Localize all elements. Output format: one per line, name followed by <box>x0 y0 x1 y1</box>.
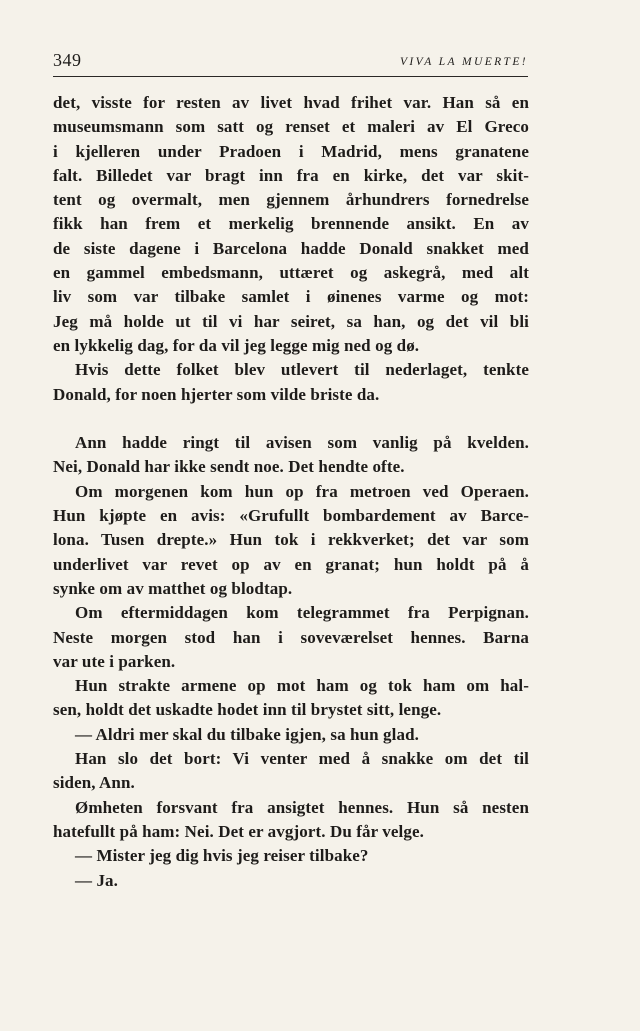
text-line: Ømheten forsvant fra ansigtet hennes. Hun så nesten <box>75 797 529 817</box>
text-line: det, visste for resten av livet hvad frihet var. Han så en <box>53 93 529 112</box>
text-line: — Mister jeg dig hvis jeg reiser tilbake? <box>75 846 369 866</box>
text-line: siden, Ann. <box>53 773 135 793</box>
text-line: Hun strakte armene op mot ham og tok ham om hal- <box>75 676 529 696</box>
text-line: Ann hadde ringt til avisen som vanlig på kvelden. <box>75 433 529 453</box>
text-line: i kjelleren under Pradoen i Madrid, mens granatene <box>53 141 529 161</box>
text-line: Hvis dette folket blev utlevert til nederlaget, tenkte <box>75 360 529 380</box>
text-line: var ute i parken. <box>53 651 176 671</box>
running-head: VIVA LA MUERTE! <box>400 56 528 68</box>
text-line: tent og overmalt, men gjennem århundrers fornedrelse <box>53 190 529 210</box>
section-gap <box>53 407 529 431</box>
text-line: en lykkelig dag, for da vil jeg legge mig ned og dø. <box>53 335 420 355</box>
text-line: en gammel embedsmann, uttæret og askegrå, med alt <box>53 263 529 283</box>
text-line: Nei, Donald har ikke sendt noe. Det hendte ofte. <box>53 457 405 477</box>
text-line: Donald, for noen hjerter som vilde briste da. <box>53 384 380 404</box>
text-line: Neste morgen stod han i soveværelset hennes. Barna <box>53 627 529 647</box>
text-line: — Ja. <box>75 870 118 890</box>
text-line: liv som var tilbake samlet i øinenes varme og mot: <box>53 287 529 307</box>
text-line: falt. Billedet var bragt inn fra en kirke, det var skit- <box>53 165 529 185</box>
page-number: 349 <box>53 50 82 70</box>
text-line: Om morgenen kom hun op fra metroen ved Operaen. <box>75 481 529 501</box>
text-line: underlivet var revet op av en granat; hun holdt på å <box>53 554 529 574</box>
text-line: hatefullt på ham: Nei. Det er avgjort. Du får velge. <box>53 821 424 841</box>
text-line: fikk han frem et merkelig brennende ansikt. En av <box>53 214 529 234</box>
text-line: de siste dagene i Barcelona hadde Donald snakket med <box>53 238 529 258</box>
text-line: Hun kjøpte en avis: «Grufullt bombardement av Barce- <box>53 506 529 526</box>
text-line: — Aldri mer skal du tilbake igjen, sa hun glad. <box>75 724 419 744</box>
text-line: sen, holdt det uskadte hodet inn til brystet sitt, lenge. <box>53 700 442 720</box>
text-line: synke om av matthet og blodtap. <box>53 578 293 598</box>
text-line: lona. Tusen drepte.» Hun tok i rekkverket; det var som <box>53 530 529 550</box>
page-header <box>53 50 528 77</box>
text-line: Om eftermiddagen kom telegrammet fra Perpignan. <box>75 603 529 623</box>
text-line: Jeg må holde ut til vi har seiret, sa han, og det vil bli <box>53 311 529 331</box>
body-text <box>53 91 529 893</box>
text-line: Han slo det bort: Vi venter med å snakke om det til <box>75 749 529 769</box>
text-line: museumsmann som satt og renset et maleri av El Greco <box>53 117 529 137</box>
